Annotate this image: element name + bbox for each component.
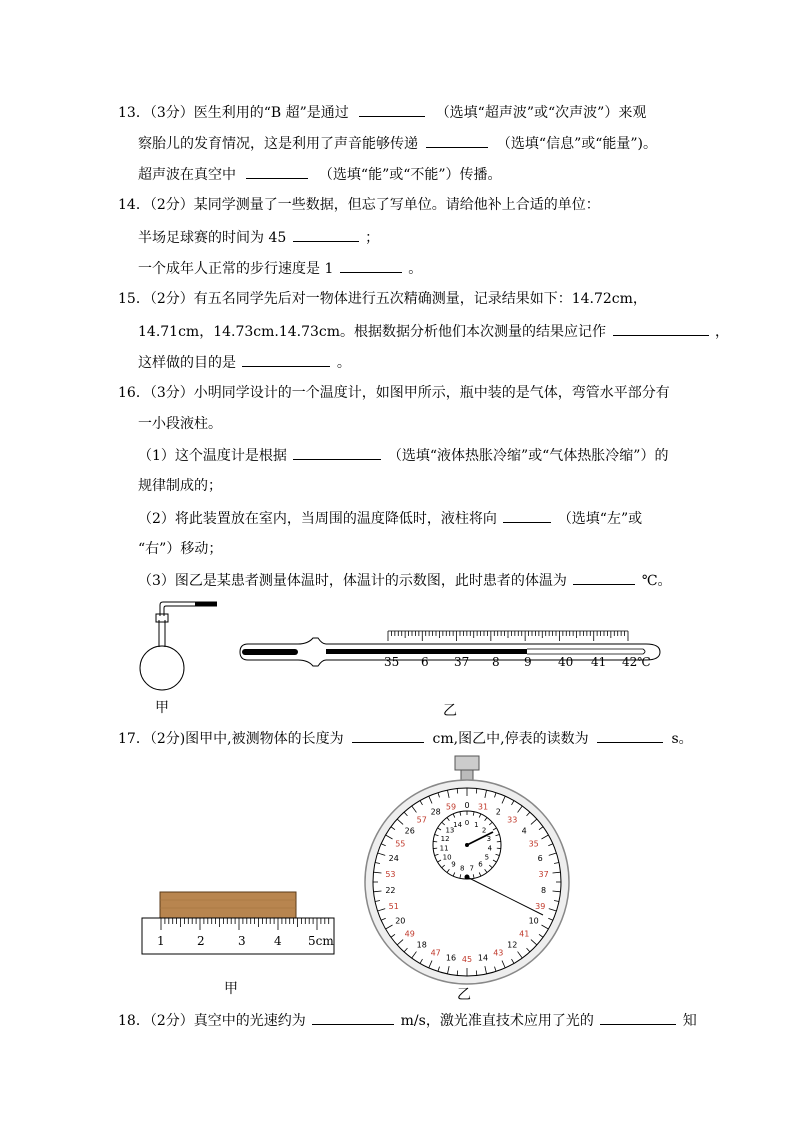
stopwatch-inner-label: 0: [464, 819, 470, 827]
q13-line2: [138, 133, 657, 154]
stopwatch-inner-label: 11: [439, 844, 449, 853]
q16-blank-3[interactable]: [573, 570, 635, 585]
stopwatch-label-red: 47: [430, 948, 441, 958]
q14-text-b: ；: [365, 230, 380, 246]
q16-p3-line: [138, 570, 671, 591]
q16-line2: 一小段液柱。: [138, 416, 222, 432]
stopwatch-inner-label: 6: [478, 860, 483, 869]
q16-p1-line: [138, 445, 668, 466]
q18-text-b: m/s，激光准直技术应用了光的: [400, 1013, 594, 1029]
stopwatch-label-red: 45: [461, 955, 473, 964]
q16-blank-2[interactable]: [503, 508, 551, 523]
stopwatch-label-black: 26: [404, 826, 415, 836]
stopwatch-label-black: 6: [537, 854, 543, 864]
q15-line1: 15．（2分）有五名同学先后对一物体进行五次精确测量，记录结果如下：14.72cm，: [118, 291, 647, 307]
stopwatch-inner-label: 9: [451, 860, 456, 869]
stopwatch-inner-label: 14: [453, 820, 463, 829]
q14-line3: [138, 258, 422, 279]
stopwatch-label-red: 55: [395, 839, 406, 849]
q13-blank-2[interactable]: [426, 133, 488, 148]
ruler-label-1: 1: [157, 934, 165, 948]
q16-p2-text-a: （2）将此装置放在室内，当周围的温度降低时，液柱将向: [138, 511, 497, 527]
q15-text-b: ，: [714, 324, 729, 340]
stopwatch-tick: [457, 789, 458, 794]
stopwatch-label-red: 41: [519, 929, 530, 939]
q17-fig-a-caption: 甲: [224, 981, 238, 997]
stopwatch-inner-label: 2: [481, 826, 487, 835]
q17-blank-2[interactable]: [597, 728, 663, 743]
stopwatch-tick: [457, 971, 458, 976]
q18-blank-2[interactable]: [600, 1010, 676, 1025]
q14-line1: 14．（2分）某同学测量了一些数据，但忘了写单位。请给他补上合适的单位：: [118, 197, 600, 213]
stopwatch-inner-label: 13: [445, 826, 455, 835]
stopwatch-label-black: 24: [388, 854, 399, 864]
thermo-label-36: 6: [421, 655, 429, 669]
q16-p3-text-a: （3）图乙是某患者测量体温时，体温计的示数图，此时患者的体温为: [138, 573, 567, 589]
q17-line1: [118, 728, 693, 749]
q16-p3-text-b: ℃。: [641, 573, 672, 589]
stopwatch-figure: [355, 752, 575, 992]
q15-blank-1[interactable]: [613, 321, 709, 336]
stopwatch-label-red: 43: [493, 948, 504, 958]
stopwatch-label-red: 37: [538, 869, 549, 879]
stopwatch-inner-label: 10: [442, 853, 452, 862]
stopwatch-label-black: 4: [521, 826, 527, 836]
thermo-label-35: 35: [384, 655, 400, 669]
q13-line1: [118, 102, 646, 123]
q15-text-c: 这样做的目的是: [138, 355, 236, 371]
stopwatch-label-black: 0: [464, 801, 470, 810]
stopwatch-tick: [476, 789, 477, 794]
stopwatch-inner-label: 12: [440, 834, 450, 843]
q17-blank-1[interactable]: [352, 728, 424, 743]
stopwatch-inner-label: 3: [486, 834, 492, 843]
thermo-label-40: 40: [558, 655, 574, 669]
clinical-thermometer: [238, 628, 668, 678]
q17-fig-b-caption: 乙: [457, 987, 471, 1003]
q18-text-a: 18．（2分）真空中的光速约为: [118, 1013, 306, 1029]
ruler-label-3: 3: [238, 934, 246, 948]
q15-line2: [138, 321, 729, 342]
q16-fig-b-caption: 乙: [443, 703, 457, 719]
stopwatch-label-red: 35: [528, 839, 539, 849]
stopwatch-inner-label: 8: [459, 864, 465, 873]
q16-fig-a-caption: 甲: [155, 700, 169, 716]
thermo-label-37: 37: [454, 655, 470, 669]
q14-text-a: 半场足球赛的时间为 45: [138, 230, 287, 246]
q14-line2: [138, 227, 379, 248]
q16-line1: 16．（3分）小明同学设计的一个温度计，如图甲所示，瓶中装的是气体，弯管水平部分有: [118, 385, 670, 401]
q15-text-a: 14.71cm，14.73cm.14.73cm。根据数据分析他们本次测量的结果应记作: [138, 324, 607, 340]
q13-text-d: （选填“信息”或“能量”)。: [496, 136, 657, 152]
q17-text-a: 17．（2分)图甲中,被测物体的长度为: [118, 731, 344, 747]
q14-blank-2[interactable]: [340, 258, 402, 273]
ruler-label-5cm: 5cm: [308, 934, 334, 948]
stopwatch-inner-label: 5: [484, 853, 490, 862]
thermo-label-42: 42℃: [622, 655, 651, 669]
q18-line1: [118, 1010, 697, 1031]
stopwatch-label-black: 16: [445, 953, 457, 963]
q18-text-c: 知: [682, 1013, 697, 1029]
q14-blank-1[interactable]: [293, 227, 359, 242]
flask-figure: [135, 600, 225, 700]
q13-blank-3[interactable]: [246, 164, 308, 179]
q18-blank-1[interactable]: [312, 1010, 394, 1025]
stopwatch-inner-label: 7: [469, 864, 475, 873]
thermo-label-38: 8: [492, 655, 500, 669]
stopwatch-label-black: 12: [507, 940, 518, 950]
q16-p1-text-a: （1）这个温度计是根据: [138, 448, 287, 464]
stopwatch-label-red: 51: [388, 901, 399, 911]
stopwatch-inner-label: 1: [474, 820, 479, 829]
stopwatch-label-red: 39: [535, 901, 546, 911]
ruler-label-2: 2: [197, 934, 205, 948]
stopwatch-label-red: 57: [416, 815, 427, 825]
q17-text-c: s。: [671, 731, 693, 747]
q16-blank-1[interactable]: [293, 445, 381, 460]
stopwatch-label-black: 10: [528, 916, 539, 926]
stopwatch-label-black: 28: [430, 807, 441, 817]
q14-text-c: 一个成年人正常的步行速度是 1: [138, 261, 334, 277]
stopwatch-label-red: 53: [385, 869, 396, 879]
thermo-label-41: 41: [591, 655, 607, 669]
stopwatch-label-black: 14: [477, 953, 489, 963]
q13-text-e: 超声波在真空中: [138, 167, 236, 183]
q16-p1-text-b: （选填“液体热胀冷缩”或“气体热胀冷缩”）的: [387, 448, 669, 464]
q15-blank-2[interactable]: [242, 352, 330, 367]
q15-line3: [138, 352, 351, 373]
stopwatch-label-black: 8: [541, 886, 547, 896]
thermo-label-39: 9: [524, 655, 532, 669]
stopwatch-label-black: 2: [495, 807, 501, 817]
stopwatch-label-red: 49: [404, 929, 415, 939]
stopwatch-label-red: 33: [507, 815, 518, 825]
stopwatch-label-red: 59: [445, 802, 457, 812]
q16-p2-text-b: （选填“左”或: [557, 511, 643, 527]
q16-p2-line2: “右”）移动；: [138, 541, 223, 557]
stopwatch-label-red: 31: [477, 802, 489, 812]
stopwatch-inner-label: 4: [487, 844, 493, 853]
q16-p1-line2: 规律制成的；: [138, 478, 222, 494]
q13-text-a: 13．（3分）医生利用的“B 超”是通过: [118, 105, 349, 121]
q13-text-b: （选填“超声波”或“次声波”）来观: [435, 105, 647, 121]
q13-line3: [138, 164, 502, 185]
stopwatch-label-black: 18: [416, 940, 427, 950]
stopwatch-label-black: 20: [395, 916, 406, 926]
q14-text-d: 。: [408, 261, 423, 277]
stopwatch-label-black: 22: [385, 886, 396, 896]
q13-text-c: 察胎儿的发育情况，这是利用了声音能够传递: [138, 136, 418, 152]
q13-blank-1[interactable]: [359, 102, 425, 117]
q15-text-d: 。: [336, 355, 351, 371]
q16-p2-line: [138, 508, 642, 529]
q13-text-f: （选填“能”或“不能”）传播。: [318, 167, 502, 183]
stopwatch-tick: [476, 971, 477, 976]
ruler-label-4: 4: [274, 934, 282, 948]
q17-text-b: cm,图乙中,停表的读数为: [432, 731, 589, 747]
